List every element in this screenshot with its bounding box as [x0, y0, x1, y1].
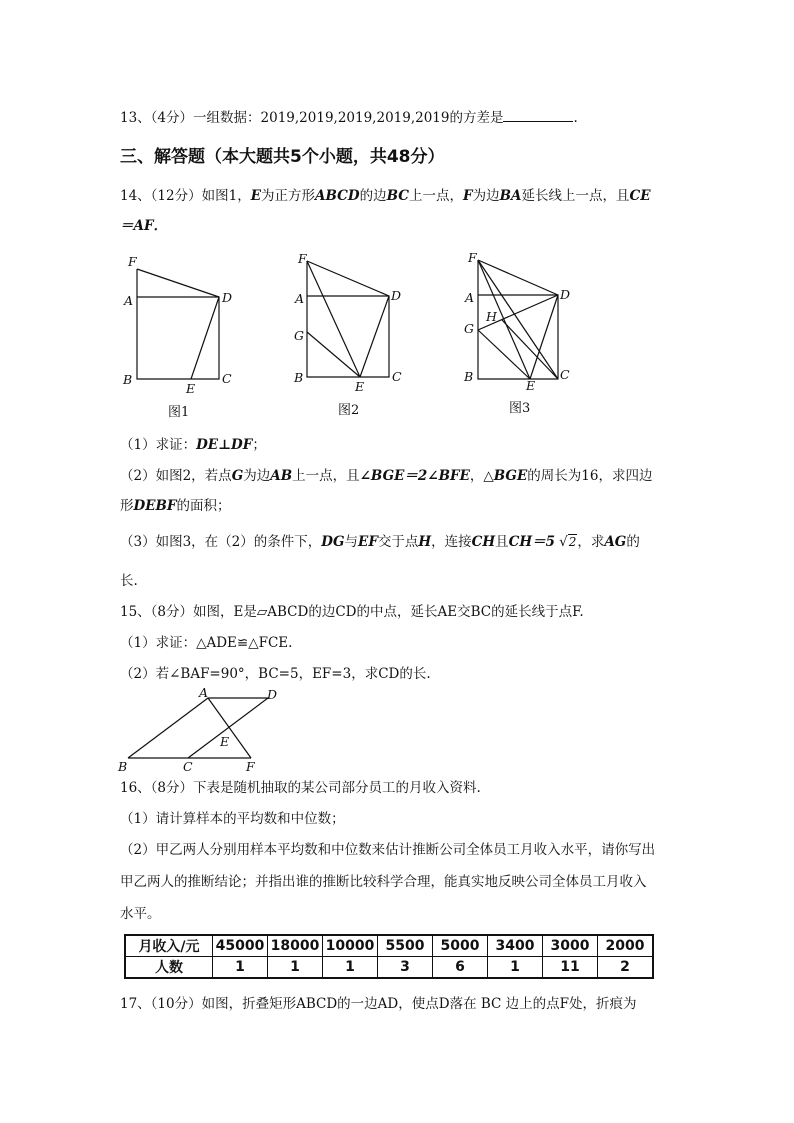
section-heading: 三、解答题（本大题共5个小题，共48分）: [120, 147, 445, 167]
q14-part3-line1: [120, 533, 640, 551]
count-cell: 3: [378, 957, 433, 979]
q15-figure: [116, 686, 291, 776]
q14-text: （1）求证：: [120, 437, 197, 453]
fig3-label-f: F: [468, 250, 477, 265]
q14-text: 为边: [243, 468, 271, 484]
fig3-label-a: A: [465, 290, 475, 305]
fig1-caption: 图1: [168, 405, 190, 420]
q16-line1: 16、（8分）下表是随机抽取的某公司部分员工的月收入资料.: [120, 780, 481, 796]
q14-figure-1: [118, 250, 238, 425]
q14-var: DEBF: [133, 498, 177, 514]
q14-figure-2: [287, 250, 412, 425]
q13-answer-blank: [503, 109, 573, 122]
q14-var: H: [418, 534, 432, 550]
q15-label-f: F: [246, 759, 255, 774]
fig2-label-a: A: [295, 291, 305, 306]
q14-text: 且: [495, 534, 509, 550]
q14-text: 的周长为16，求四边: [527, 468, 653, 484]
q14-var: BA: [499, 188, 522, 204]
fig1-label-a: A: [124, 293, 134, 308]
count-cell: 1: [323, 957, 378, 979]
q14-text: 14、（12分）如图1，: [120, 188, 251, 204]
fig1-label-d: D: [222, 290, 233, 305]
q16-line4: 甲乙两人的推断结论；并指出谁的推断比较科学合理，能真实地反映公司全体员工月收入: [120, 874, 647, 890]
income-cell: 5000: [433, 935, 488, 957]
fig3-label-g: G: [464, 321, 474, 336]
count-cell: 1: [213, 957, 268, 979]
q16-line2: （1）请计算样本的平均数和中位数；: [120, 811, 345, 827]
fig2-caption: 图2: [338, 403, 360, 418]
q15-line2: （1）求证：△ADE≌△FCE.: [120, 635, 293, 651]
q14-var: G: [231, 468, 244, 484]
q14-var: ∠BGE＝2∠BFE: [359, 468, 470, 484]
q14-text: 延长线上一点，且: [521, 188, 630, 204]
q14-var: △BGE: [483, 468, 528, 484]
count-cell: 11: [543, 957, 598, 979]
q14-text: ，求: [577, 534, 605, 550]
fig3-label-b: B: [464, 369, 474, 384]
fig2-label-b: B: [294, 370, 304, 385]
fig1-label-e: E: [186, 381, 196, 396]
q13-line: [120, 109, 578, 127]
fig2-label-g: G: [294, 328, 304, 343]
q14-part1: [120, 436, 266, 454]
q13-suffix: 的方差是: [449, 110, 504, 126]
q13-end: .: [573, 110, 578, 126]
count-header: 人数: [125, 957, 213, 979]
q15-label-d: D: [267, 687, 278, 702]
q14-var: DG: [321, 534, 345, 550]
q14-line1: [120, 187, 651, 205]
q14-text: 形: [120, 498, 134, 514]
q14-text: （3）如图3，在（2）的条件下，: [120, 534, 322, 550]
q14-text: 为边: [472, 188, 500, 204]
income-cell: 5500: [378, 935, 433, 957]
q15-line3: （2）若∠BAF=90°，BC=5，EF=3，求CD的长.: [120, 666, 431, 682]
q14-var: AB: [270, 468, 293, 484]
q16-line3: （2）甲乙两人分别用样本平均数和中位数来估计推断公司全体员工月收入水平，请你写出: [120, 842, 656, 858]
q14-var: CH＝5: [508, 534, 556, 550]
q14-part2-line1: [120, 467, 652, 485]
q14-part3-line2: 长.: [120, 573, 138, 589]
q15-line1: 15、（8分）如图，E是▱ABCD的边CD的中点，延长AE交BC的延长线于点F.: [120, 604, 584, 620]
q14-text: 与: [344, 534, 359, 550]
income-table: [124, 934, 654, 979]
count-cell: 6: [433, 957, 488, 979]
sqrt-value: 2: [568, 535, 577, 549]
income-row: [125, 935, 653, 957]
q14-var: CE: [629, 188, 651, 204]
q14-var: DE⊥DF: [196, 437, 253, 453]
sqrt-sign: √2: [559, 534, 577, 550]
fig2-label-f: F: [298, 251, 307, 266]
fig1-label-b: B: [123, 372, 133, 387]
q16-line5: 水平。: [120, 906, 161, 922]
fig2-label-e: E: [355, 379, 365, 394]
q14-text: 为正方形: [261, 188, 315, 204]
q14-var: ABCD: [315, 188, 360, 204]
q14-text: （2）如图2，若点: [120, 468, 232, 484]
income-header: 月收入/元: [125, 935, 213, 957]
q14-line2: ＝AF．: [120, 218, 168, 234]
q15-label-c: C: [183, 759, 193, 774]
fig3-label-e: E: [526, 378, 536, 393]
fig3-label-c: C: [560, 367, 570, 382]
count-cell: 1: [268, 957, 323, 979]
income-cell: 10000: [323, 935, 378, 957]
q15-label-e: E: [220, 734, 230, 749]
q14-figure-3: [458, 248, 583, 423]
q14-text: 交于点: [377, 534, 419, 550]
fig1-label-c: C: [222, 371, 232, 386]
q14-part2-line2: [120, 497, 231, 515]
q14-text: 上一点，且: [292, 468, 360, 484]
q15-label-a: A: [199, 686, 209, 700]
q14-text: 上一点，: [409, 188, 463, 204]
income-cell: 3400: [488, 935, 543, 957]
income-cell: 18000: [268, 935, 323, 957]
q14-var: F: [463, 188, 473, 204]
income-cell: 2000: [598, 935, 654, 957]
q14-text: ，: [469, 468, 484, 484]
count-cell: 1: [488, 957, 543, 979]
q14-text: ，连接: [431, 534, 472, 550]
fig3-label-h: H: [486, 309, 497, 324]
q14-var: E: [250, 188, 261, 204]
q14-text: 的面积；: [176, 498, 231, 514]
q14-var: BC: [386, 188, 409, 204]
fig1-label-f: F: [128, 254, 137, 269]
fig3-label-d: D: [560, 287, 571, 302]
fig3-caption: 图3: [509, 401, 531, 416]
income-cell: 45000: [213, 935, 268, 957]
q15-label-b: B: [118, 759, 128, 774]
count-row: [125, 957, 653, 979]
q14-var: EF: [358, 534, 378, 550]
q17-line1: 17、（10分）如图，折叠矩形ABCD的一边AD，使点D落在 BC 边上的点F处，折痕为: [120, 996, 637, 1012]
income-cell: 3000: [543, 935, 598, 957]
q14-var: AG: [604, 534, 627, 550]
q14-text: 的: [626, 534, 640, 550]
q14-text: ；: [252, 437, 266, 453]
q14-var: CH: [471, 534, 496, 550]
q13-prefix: 13、（4分）一组数据：: [120, 110, 261, 126]
fig2-label-c: C: [392, 369, 402, 384]
count-cell: 2: [598, 957, 654, 979]
q13-data-values: 2019,2019,2019,2019,2019: [260, 110, 450, 126]
q14-text: 的边: [359, 188, 387, 204]
fig2-label-d: D: [391, 288, 402, 303]
